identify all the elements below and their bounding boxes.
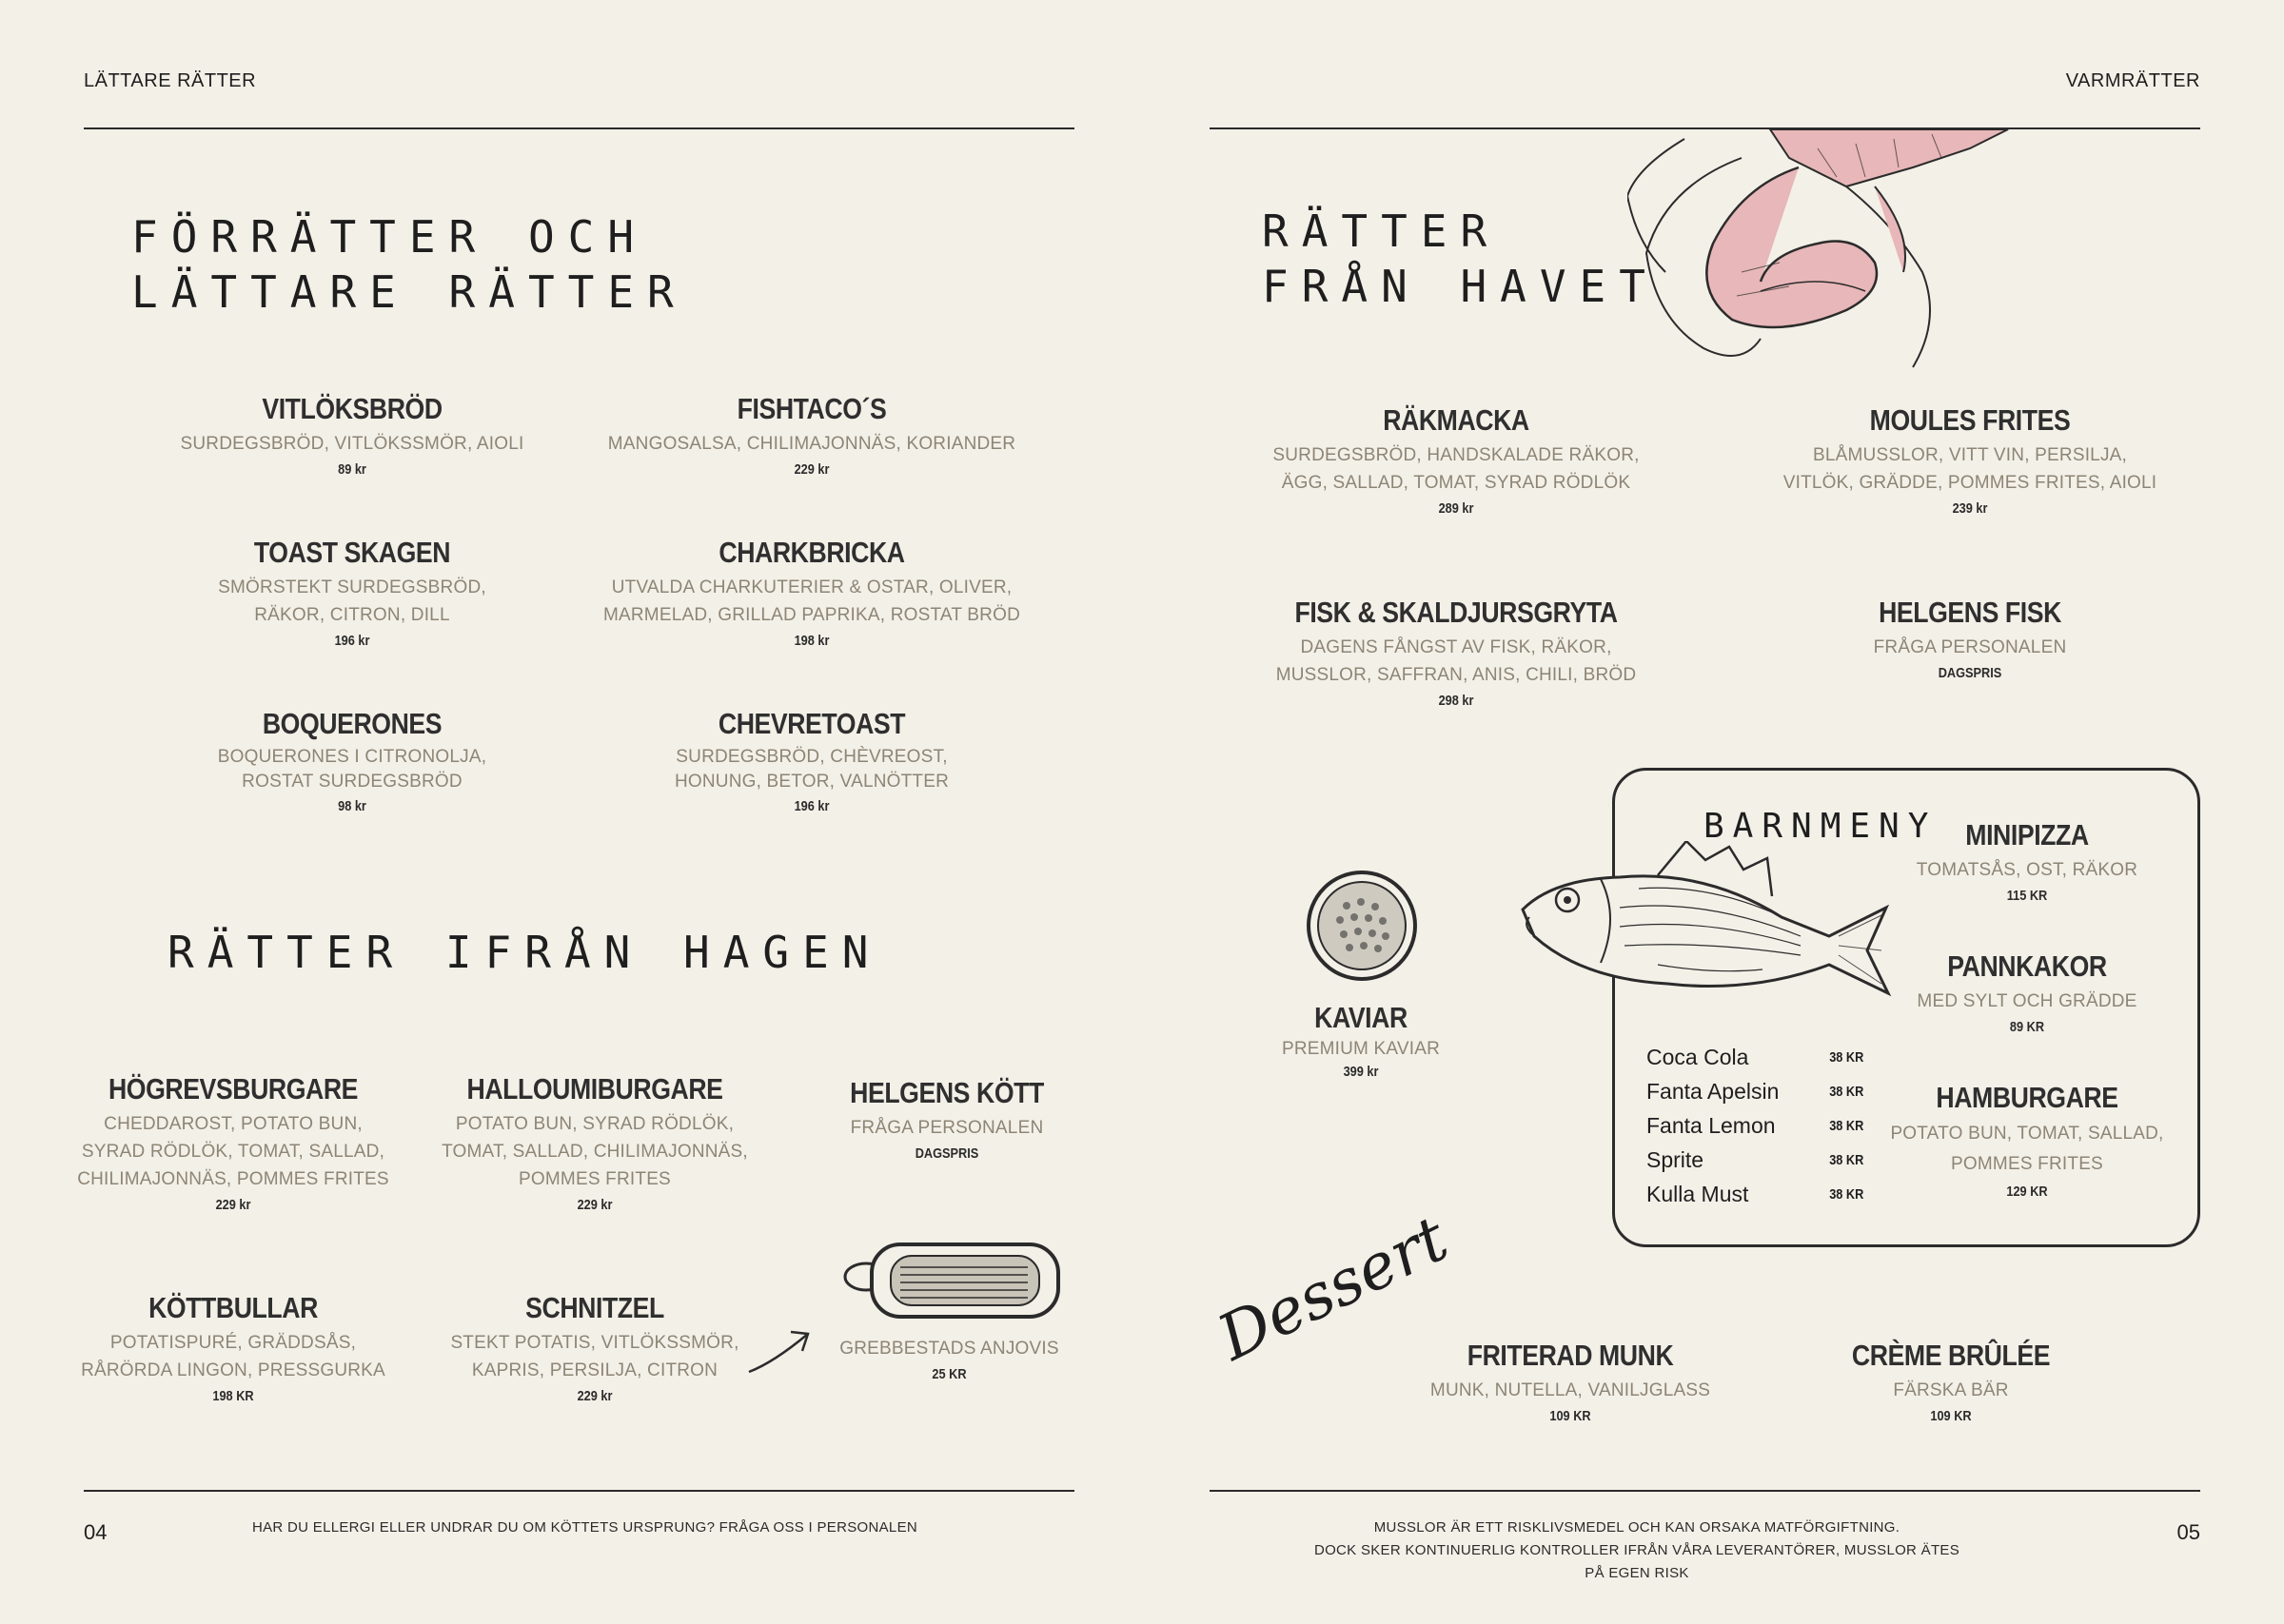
drink-name: Sprite [1646,1146,1704,1172]
section-title-line1: RÄTTER [1262,205,1501,257]
item-desc: BOQUERONES I CITRONOLJA, ROSTAT SURDEGSBRÖD [217,747,487,792]
menu-item-charkbricka [574,536,1050,649]
item-price: 115 KR [2006,888,2048,904]
fish-illustration [1515,841,1896,1022]
drink-row [1646,1040,1867,1074]
dessert-title: Dessert [1207,1202,1459,1375]
kids-menu-title: BARNMENY [1703,807,1938,846]
item-price: 109 KR [1549,1408,1591,1424]
item-desc: MUNK, NUTELLA, VANILJGLASS [1429,1380,1711,1400]
menu-item-anjovis [814,1331,1085,1382]
item-name: HÖGREVSBURGARE [108,1072,359,1105]
menu-item-hogrevsburgare [57,1072,409,1213]
item-price: 89 KR [2009,1019,2045,1035]
item-desc: TOMATSÅS, OST, RÄKOR [1916,860,2138,880]
dessert-item-creme-brulee [1789,1339,2113,1424]
item-name: TOAST SKAGEN [253,536,451,569]
item-desc: MANGOSALSA, CHILIMAJONNÄS, KORIANDER [607,434,1016,454]
drink-row [1646,1108,1867,1143]
menu-item-kottbullar [57,1291,409,1404]
kids-item-pannkakor [1865,949,2189,1035]
item-desc: POTATISPURÉ, GRÄDDSÅS, RÅRÖRDA LINGON, PRESSGURKA [81,1333,385,1380]
lobster-illustration [1627,129,2075,377]
item-name: VITLÖKSBRÖD [262,392,443,425]
drink-price: 38 KR [1829,1185,1864,1203]
item-price: 89 kr [338,461,366,478]
item-name: HELGENS FISK [1879,596,2061,629]
item-desc: POTATO BUN, TOMAT, SALLAD, POMMES FRITES [1890,1124,2164,1174]
item-name: HAMBURGARE [1936,1081,2118,1114]
drink-row [1646,1143,1867,1177]
item-name: MOULES FRITES [1869,403,2071,437]
item-price: 196 kr [334,633,370,649]
item-name: SCHNITZEL [525,1291,664,1324]
left-page-header: LÄTTARE RÄTTER [84,70,257,91]
drink-price: 38 KR [1829,1083,1864,1100]
drink-price: 38 KR [1829,1048,1864,1066]
item-desc: SURDEGSBRÖD, HANDSKALADE RÄKOR, ÄGG, SALLAD, TOMAT, SYRAD RÖDLÖK [1272,445,1640,493]
anchovy-tin-illustration [837,1233,1066,1328]
menu-item-rakmacka [1228,403,1684,517]
item-desc: DAGENS FÅNGST AV FISK, RÄKOR, MUSSLOR, SAFFRAN, ANIS, CHILI, BRÖD [1275,637,1637,685]
drink-price: 38 KR [1829,1151,1864,1168]
item-name: FISK & SKALDJURSGRYTA [1294,596,1618,629]
item-price: 229 kr [215,1197,251,1213]
menu-item-helgens-fisk [1732,596,2208,681]
item-desc: SURDEGSBRÖD, VITLÖKSSMÖR, AIOLI [180,434,524,454]
item-name: CHARKBRICKA [719,536,905,569]
item-price: 239 kr [1952,500,1988,517]
item-price: 289 kr [1438,500,1474,517]
section-title-line2: FRÅN HAVET [1262,261,1659,312]
drink-name: Fanta Lemon [1646,1112,1776,1138]
right-page-header: VARMRÄTTER [2065,70,2200,91]
menu-item-kaviar [1242,1001,1480,1080]
item-desc: PREMIUM KAVIAR [1281,1039,1441,1059]
item-name: HALLOUMIBURGARE [466,1072,723,1105]
left-top-rule [84,127,1074,129]
arrow-icon [745,1324,814,1376]
item-desc: FRÅGA PERSONALEN [850,1118,1044,1138]
item-desc: SURDEGSBRÖD, CHÈVREOST, HONUNG, BETOR, VALNÖTTER [674,747,950,792]
right-footer-note [1313,1516,1960,1585]
item-desc: FÄRSKA BÄR [1893,1380,2009,1400]
item-price: 196 kr [794,798,830,814]
item-price: 229 kr [794,461,830,478]
item-name: MINIPIZZA [1965,818,2089,851]
item-name: FISHTACO´S [737,392,887,425]
menu-item-helgens-kott [804,1076,1090,1162]
drink-price: 38 KR [1829,1117,1864,1134]
menu-item-toast-skagen [162,536,542,649]
left-bottom-rule [84,1490,1074,1492]
item-name: BOQUERONES [262,707,443,740]
footer-line2: DOCK SKER KONTINUERLIG KONTROLLER IFRÅN VÅRA LEVERANTÖRER, MUSSLOR ÄTES PÅ EGEN RISK [1313,1542,1960,1581]
menu-item-fishtacos [574,392,1050,478]
page-number-right: 05 [2176,1520,2200,1544]
drink-name: Coca Cola [1646,1044,1749,1069]
menu-item-boquerones [162,707,542,814]
menu-item-vitloksbrod [162,392,542,478]
menu-item-halloumiburgare [419,1072,771,1213]
drink-row [1646,1177,1867,1211]
kids-item-hamburgare [1865,1081,2189,1200]
section-title-havet [1262,204,1659,314]
item-desc: SMÖRSTEKT SURDEGSBRÖD, RÄKOR, CITRON, DILL [218,577,486,625]
item-desc: CHEDDAROST, POTATO BUN, SYRAD RÖDLÖK, TOMAT, SALLAD, CHILIMAJONNÄS, POMMES FRITES [77,1114,389,1189]
item-price: 298 kr [1438,693,1474,709]
item-name: KÖTTBULLAR [148,1291,318,1324]
item-desc: UTVALDA CHARKUTERIER & OSTAR, OLIVER, MARMELAD, GRILLAD PAPRIKA, ROSTAT BRÖD [602,577,1020,625]
item-price: 229 kr [577,1388,613,1404]
item-price: DAGSPRIS [1938,665,2002,681]
item-price: 399 kr [1343,1064,1379,1080]
right-bottom-rule [1210,1490,2200,1492]
item-price: 109 KR [1930,1408,1972,1424]
item-name: CRÈME BRÛLÉE [1851,1339,2051,1372]
item-name: CHEVRETOAST [718,707,906,740]
section-title-line2: LÄTTARE RÄTTER [131,266,687,318]
item-price: 25 KR [932,1366,967,1382]
dessert-item-friterad-munk [1408,1339,1732,1424]
kids-item-minipizza [1865,818,2189,904]
footer-line1: MUSSLOR ÄR ETT RISKLIVSMEDEL OCH KAN ORSAKA MATFÖRGIFTNING. [1373,1519,1900,1536]
drink-row [1646,1074,1867,1108]
item-price: DAGSPRIS [915,1145,979,1162]
kids-drinks-list [1646,1040,1867,1211]
left-footer-note: HAR DU ELLERGI ELLER UNDRAR DU OM KÖTTETS URSPRUNG? FRÅGA OSS I PERSONALEN [252,1519,918,1536]
item-price: 98 kr [338,798,366,814]
item-price: 229 kr [577,1197,613,1213]
item-name: KAVIAR [1314,1001,1408,1034]
menu-item-moules-frites [1732,403,2208,517]
drink-name: Kulla Must [1646,1181,1749,1206]
item-name: PANNKAKOR [1947,949,2107,983]
item-desc: POTATO BUN, SYRAD RÖDLÖK, TOMAT, SALLAD, CHILIMAJONNÄS, POMMES FRITES [442,1114,748,1189]
section-title-line1: FÖRRÄTTER OCH [131,211,648,263]
item-desc: GREBBESTADS ANJOVIS [839,1339,1059,1359]
drink-name: Fanta Apelsin [1646,1078,1780,1104]
menu-item-schnitzel [419,1291,771,1404]
menu-item-chevretoast [574,707,1050,814]
item-price: 198 KR [212,1388,254,1404]
item-name: RÄKMACKA [1383,403,1529,437]
item-desc: BLÅMUSSLOR, VITT VIN, PERSILJA, VITLÖK, GRÄDDE, POMMES FRITES, AIOLI [1782,445,2157,493]
caviar-tin-illustration [1304,868,1420,984]
page-number-left: 04 [84,1520,108,1544]
item-price: 129 KR [2006,1184,2048,1200]
section-title-forratter [131,209,687,320]
item-name: HELGENS KÖTT [850,1076,1044,1109]
item-desc: MED SYLT OCH GRÄDDE [1917,991,2137,1011]
item-desc: STEKT POTATIS, VITLÖKSSMÖR, KAPRIS, PERSILJA, CITRON [450,1333,739,1380]
section-title-hagen: RÄTTER IFRÅN HAGEN [167,927,882,978]
menu-item-fisk-skaldjursgryta [1228,596,1684,709]
item-name: FRITERAD MUNK [1467,1339,1674,1372]
item-desc: FRÅGA PERSONALEN [1873,637,2067,657]
item-price: 198 kr [794,633,830,649]
